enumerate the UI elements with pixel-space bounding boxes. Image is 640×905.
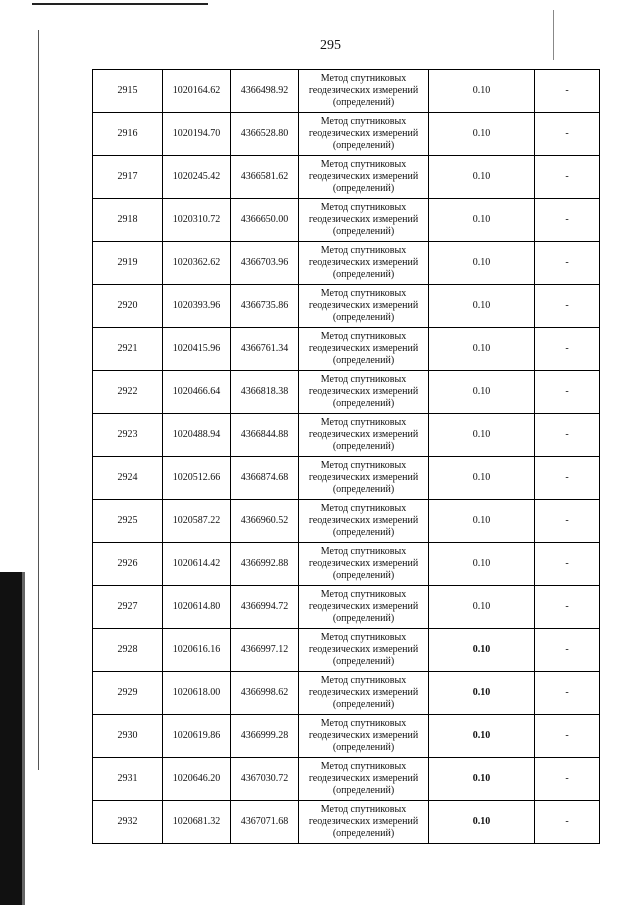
y-coordinate-cell: 4366999.28 [231,715,299,758]
method-line: Метод спутниковых [320,804,407,815]
method-line: (определений) [332,269,395,280]
note-cell: - [535,285,600,328]
method-line: (определений) [332,699,395,710]
table-row [93,758,600,801]
scan-binding-edge [22,572,25,905]
x-coordinate-cell: 1020245.42 [163,156,231,199]
method-line: геодезических измерений [308,816,419,827]
accuracy-cell: 0.10 [429,801,535,844]
accuracy-cell: 0.10 [429,242,535,285]
method-cell [299,543,429,586]
method-cell [299,70,429,113]
table-row [93,500,600,543]
accuracy-cell: 0.10 [429,500,535,543]
note-cell: - [535,242,600,285]
method-cell [299,672,429,715]
y-coordinate-cell: 4366703.96 [231,242,299,285]
table-row [93,715,600,758]
method-line: геодезических измерений [308,429,419,440]
method-line: (определений) [332,527,395,538]
accuracy-cell: 0.10 [429,285,535,328]
y-coordinate-cell: 4366761.34 [231,328,299,371]
method-line: Метод спутниковых [320,546,407,557]
x-coordinate-cell: 1020646.20 [163,758,231,801]
x-coordinate-cell: 1020488.94 [163,414,231,457]
x-coordinate-cell: 1020164.62 [163,70,231,113]
method-cell [299,715,429,758]
page-number: 295 [320,38,341,53]
method-cell [299,801,429,844]
point-number-cell: 2923 [93,414,163,457]
note-cell: - [535,543,600,586]
point-number-cell: 2930 [93,715,163,758]
note-cell: - [535,801,600,844]
note-cell: - [535,629,600,672]
accuracy-cell: 0.10 [429,199,535,242]
method-line: геодезических измерений [308,687,419,698]
method-line: (определений) [332,398,395,409]
x-coordinate-cell: 1020618.00 [163,672,231,715]
method-line: геодезических измерений [308,644,419,655]
note-cell: - [535,586,600,629]
table-row [93,629,600,672]
method-line: Метод спутниковых [320,761,407,772]
accuracy-cell: 0.10 [429,457,535,500]
method-line: геодезических измерений [308,214,419,225]
method-line: Метод спутниковых [320,73,407,84]
method-line: геодезических измерений [308,515,419,526]
method-line: геодезических измерений [308,472,419,483]
method-line: Метод спутниковых [320,202,407,213]
point-number-cell: 2928 [93,629,163,672]
y-coordinate-cell: 4366844.88 [231,414,299,457]
method-cell [299,371,429,414]
y-coordinate-cell: 4366498.92 [231,70,299,113]
y-coordinate-cell: 4366528.80 [231,113,299,156]
method-line: (определений) [332,656,395,667]
method-cell [299,156,429,199]
method-line: (определений) [332,484,395,495]
y-coordinate-cell: 4366581.62 [231,156,299,199]
method-line: (определений) [332,613,395,624]
method-cell [299,457,429,500]
accuracy-cell: 0.10 [429,715,535,758]
x-coordinate-cell: 1020616.16 [163,629,231,672]
accuracy-cell: 0.10 [429,758,535,801]
table-row [93,801,600,844]
method-cell [299,414,429,457]
accuracy-cell: 0.10 [429,371,535,414]
method-line: геодезических измерений [308,300,419,311]
method-line: (определений) [332,441,395,452]
note-cell: - [535,758,600,801]
method-line: (определений) [332,570,395,581]
note-cell: - [535,328,600,371]
method-line: геодезических измерений [308,128,419,139]
coordinates-table [92,69,600,844]
x-coordinate-cell: 1020393.96 [163,285,231,328]
x-coordinate-cell: 1020614.42 [163,543,231,586]
method-cell [299,199,429,242]
method-line: Метод спутниковых [320,417,407,428]
accuracy-cell: 0.10 [429,629,535,672]
method-line: Метод спутниковых [320,331,407,342]
accuracy-cell: 0.10 [429,328,535,371]
note-cell: - [535,113,600,156]
table-row [93,457,600,500]
method-line: геодезических измерений [308,601,419,612]
method-line: геодезических измерений [308,773,419,784]
point-number-cell: 2919 [93,242,163,285]
point-number-cell: 2927 [93,586,163,629]
method-line: (определений) [332,742,395,753]
table-row [93,328,600,371]
method-line: Метод спутниковых [320,159,407,170]
accuracy-cell: 0.10 [429,156,535,199]
method-line: Метод спутниковых [320,675,407,686]
point-number-cell: 2917 [93,156,163,199]
accuracy-cell: 0.10 [429,414,535,457]
method-line: геодезических измерений [308,343,419,354]
accuracy-cell: 0.10 [429,586,535,629]
table-row [93,371,600,414]
y-coordinate-cell: 4366650.00 [231,199,299,242]
method-line: Метод спутниковых [320,288,407,299]
table-row [93,242,600,285]
x-coordinate-cell: 1020194.70 [163,113,231,156]
method-line: Метод спутниковых [320,632,407,643]
note-cell: - [535,199,600,242]
note-cell: - [535,70,600,113]
method-cell [299,586,429,629]
method-line: геодезических измерений [308,730,419,741]
method-line: (определений) [332,312,395,323]
scan-top-line [32,3,208,5]
y-coordinate-cell: 4367030.72 [231,758,299,801]
point-number-cell: 2922 [93,371,163,414]
method-cell [299,758,429,801]
method-line: геодезических измерений [308,257,419,268]
point-number-cell: 2915 [93,70,163,113]
method-line: Метод спутниковых [320,718,407,729]
method-cell [299,500,429,543]
table-row [93,70,600,113]
point-number-cell: 2929 [93,672,163,715]
note-cell: - [535,500,600,543]
scan-right-line [553,10,554,60]
point-number-cell: 2916 [93,113,163,156]
accuracy-cell: 0.10 [429,672,535,715]
y-coordinate-cell: 4366992.88 [231,543,299,586]
x-coordinate-cell: 1020619.86 [163,715,231,758]
note-cell: - [535,715,600,758]
point-number-cell: 2925 [93,500,163,543]
method-line: (определений) [332,97,395,108]
method-line: (определений) [332,785,395,796]
accuracy-cell: 0.10 [429,113,535,156]
method-line: геодезических измерений [308,386,419,397]
table-row [93,672,600,715]
method-line: Метод спутниковых [320,589,407,600]
y-coordinate-cell: 4367071.68 [231,801,299,844]
x-coordinate-cell: 1020310.72 [163,199,231,242]
scan-binding-shadow [0,572,22,905]
coordinates-table-body [93,70,600,844]
y-coordinate-cell: 4366997.12 [231,629,299,672]
method-line: геодезических измерений [308,558,419,569]
note-cell: - [535,156,600,199]
x-coordinate-cell: 1020614.80 [163,586,231,629]
scan-left-line [38,30,39,770]
method-cell [299,328,429,371]
accuracy-cell: 0.10 [429,543,535,586]
point-number-cell: 2920 [93,285,163,328]
x-coordinate-cell: 1020362.62 [163,242,231,285]
accuracy-cell: 0.10 [429,70,535,113]
method-line: Метод спутниковых [320,460,407,471]
method-line: геодезических измерений [308,85,419,96]
x-coordinate-cell: 1020587.22 [163,500,231,543]
table-row [93,113,600,156]
note-cell: - [535,457,600,500]
y-coordinate-cell: 4366735.86 [231,285,299,328]
method-line: (определений) [332,183,395,194]
method-cell [299,629,429,672]
point-number-cell: 2931 [93,758,163,801]
method-line: Метод спутниковых [320,503,407,514]
point-number-cell: 2918 [93,199,163,242]
method-cell [299,285,429,328]
method-line: Метод спутниковых [320,245,407,256]
method-line: Метод спутниковых [320,374,407,385]
x-coordinate-cell: 1020681.32 [163,801,231,844]
method-line: геодезических измерений [308,171,419,182]
table-row [93,414,600,457]
method-line: (определений) [332,828,395,839]
method-line: (определений) [332,140,395,151]
y-coordinate-cell: 4366874.68 [231,457,299,500]
note-cell: - [535,414,600,457]
table-row [93,586,600,629]
method-line: (определений) [332,355,395,366]
table-row [93,199,600,242]
note-cell: - [535,371,600,414]
table-row [93,156,600,199]
method-line: (определений) [332,226,395,237]
point-number-cell: 2924 [93,457,163,500]
y-coordinate-cell: 4366818.38 [231,371,299,414]
y-coordinate-cell: 4366998.62 [231,672,299,715]
method-cell [299,242,429,285]
point-number-cell: 2921 [93,328,163,371]
note-cell: - [535,672,600,715]
method-cell [299,113,429,156]
x-coordinate-cell: 1020415.96 [163,328,231,371]
y-coordinate-cell: 4366960.52 [231,500,299,543]
x-coordinate-cell: 1020466.64 [163,371,231,414]
table-row [93,285,600,328]
point-number-cell: 2926 [93,543,163,586]
y-coordinate-cell: 4366994.72 [231,586,299,629]
x-coordinate-cell: 1020512.66 [163,457,231,500]
point-number-cell: 2932 [93,801,163,844]
method-line: Метод спутниковых [320,116,407,127]
table-row [93,543,600,586]
